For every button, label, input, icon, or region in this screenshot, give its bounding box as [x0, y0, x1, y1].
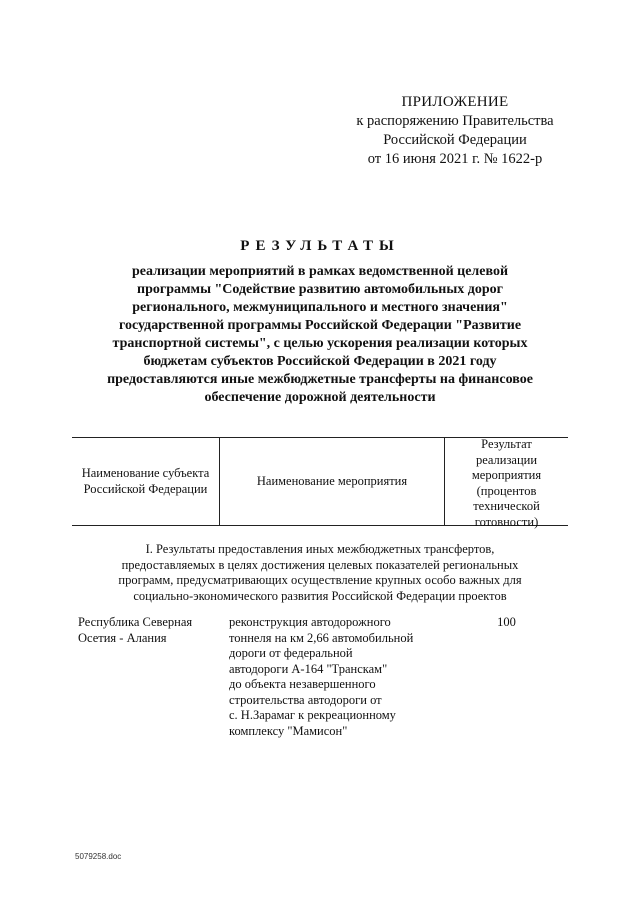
header-subject-line: Российской Федерации	[83, 481, 208, 496]
section-line: предоставляемых в целях достижения целевых показателей региональных	[121, 557, 519, 572]
subtitle-line: реализации мероприятий в рамках ведомственной целевой	[131, 264, 509, 279]
header-result-line: готовности)	[474, 514, 539, 529]
header-result	[445, 437, 568, 530]
subject-line: Осетия - Алания	[78, 630, 167, 645]
appendix-line: от 16 июня 2021 г. № 1622-р	[367, 151, 543, 167]
activity-line: строительства автодороги от	[229, 692, 382, 707]
activity-line: с. Н.Зарамаг к рекреационному	[229, 708, 396, 722]
header-activity	[220, 474, 444, 490]
appendix-title: ПРИЛОЖЕНИЕ	[401, 94, 509, 110]
section-heading	[90, 542, 550, 604]
header-subject	[72, 466, 219, 497]
subtitle-line: бюджетам субъектов Российской Федерации в 2021 году	[143, 354, 497, 369]
section-line: программ, предусматривающих осуществление крупных особо важных для	[118, 573, 522, 587]
table-row-subject	[78, 615, 218, 646]
header-result-line: (процентов	[476, 483, 537, 498]
subtitle-line: программы "Содействие развитию автомобильных дорог	[137, 282, 503, 297]
subtitle-line: транспортной системы", с целью ускорения реализации которых	[112, 336, 528, 351]
header-result-line: мероприятия	[471, 468, 542, 482]
header-result-line: реализации	[475, 452, 538, 467]
header-result-line: технической	[473, 499, 540, 513]
subtitle-line: предоставляются иные межбюджетные трансферты на финансовое	[107, 372, 533, 387]
activity-line: до объекта незавершенного	[229, 677, 376, 691]
activity-line: дороги от федеральной	[229, 646, 353, 660]
section-line: I. Результаты предоставления иных межбюджетных трансфертов,	[145, 542, 495, 556]
subtitle-line: государственной программы Российской Федерации "Развитие	[118, 318, 522, 333]
document-file-id: 5079258.doc	[75, 852, 122, 861]
subtitle-line: обеспечение дорожной деятельности	[204, 390, 436, 405]
appendix-line: Российской Федерации	[383, 132, 527, 148]
header-activity-line: Наименование мероприятия	[256, 474, 408, 488]
table-row-activity	[229, 615, 444, 739]
table-row-result: 100	[497, 615, 516, 629]
activity-line: комплексу "Мамисон"	[229, 723, 348, 738]
document-title: РЕЗУЛЬТАТЫ	[240, 238, 400, 254]
appendix-block	[340, 93, 570, 169]
activity-line: реконструкция автодорожного	[229, 615, 391, 629]
activity-line: автодороги А-164 "Транскам"	[229, 661, 388, 676]
header-result-line: Результат	[481, 437, 532, 451]
section-line: социально-экономического развития Российской Федерации проектов	[133, 588, 507, 603]
document-subtitle	[95, 263, 545, 407]
subtitle-line: регионального, межмуниципального и местного значения"	[132, 300, 508, 315]
subject-line: Республика Северная	[78, 615, 193, 629]
appendix-line: к распоряжению Правительства	[356, 113, 554, 129]
activity-line: тоннеля на км 2,66 автомобильной	[229, 630, 414, 645]
header-subject-line: Наименование субъекта	[81, 466, 210, 480]
